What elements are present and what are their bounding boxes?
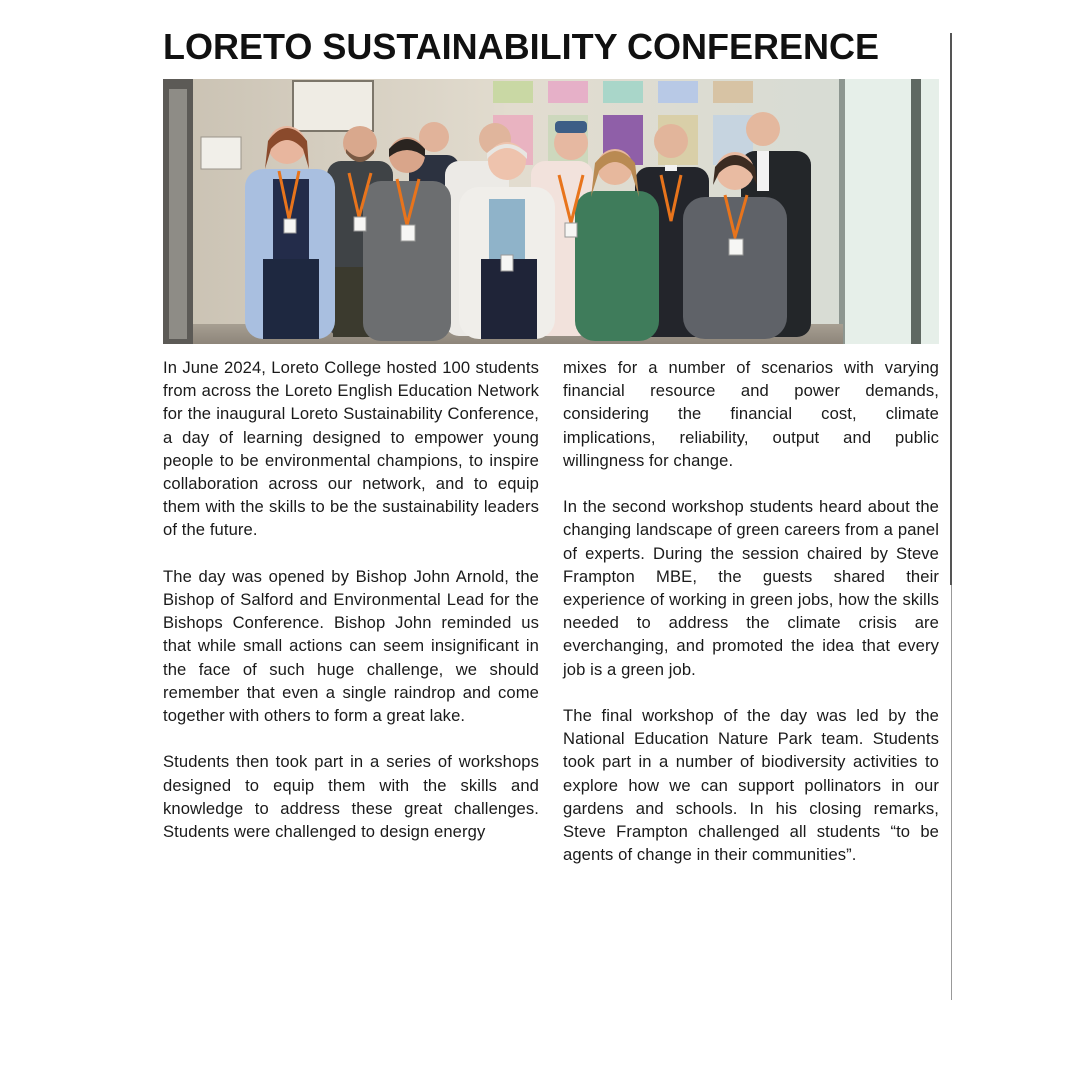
paragraph-nature-park: The final workshop of the day was led by the National Education Nature Park team. Students took part in a number of biodiversity activities to explore how we can support pollinators in our gardens and schools. In his closing remarks, Steve Frampton challenged all students “to be agents of change in their communities”. xyxy=(563,706,939,865)
page-edge-rule xyxy=(950,33,952,585)
paragraph-workshops: Students then took part in a series of workshops designed to equip them with the skills and knowledge to address these great challenges. Students were challenged to design energy xyxy=(163,752,539,842)
article-column-right xyxy=(563,356,939,890)
paragraph-energy-mixes: mixes for a number of scenarios with varying financial resource and power demands, considering the financial cost, climate implications, reliability, output and public willingness for change. xyxy=(563,358,939,470)
photo-notice-board xyxy=(293,81,373,131)
paragraph-opening: The day was opened by Bishop John Arnold, the Bishop of Salford and Environmental Lead for the Bishops Conference. Bishop John reminded us that while small actions can seem insignificant in the face of such huge challenge, we should remember that even a single raindrop and come together with others to form a great lake. xyxy=(163,566,539,726)
article-title: LORETO SUSTAINABILITY CONFERENCE xyxy=(163,26,880,67)
group-photo xyxy=(163,79,939,344)
page-edge-rule-lower xyxy=(951,585,952,1000)
photo-window xyxy=(843,79,939,344)
article-column-left xyxy=(163,356,539,866)
paragraph-green-careers: In the second workshop students heard about the changing landscape of green careers from a panel of experts. During the session chaired by Steve Frampton MBE, the guests shared their experience of working in green jobs, how the skills needed to address the climate crisis are everchanging, and promoted the idea that every job is a green job. xyxy=(563,497,939,679)
paragraph-intro: In June 2024, Loreto College hosted 100 students from across the Loreto English Education Network for the inaugural Loreto Sustainability Conference, a day of learning designed to empower young people to be environmental champions, to inspire collaboration across our network, and to equip them with the skills to be the sustainability leaders of the future. xyxy=(163,358,539,540)
